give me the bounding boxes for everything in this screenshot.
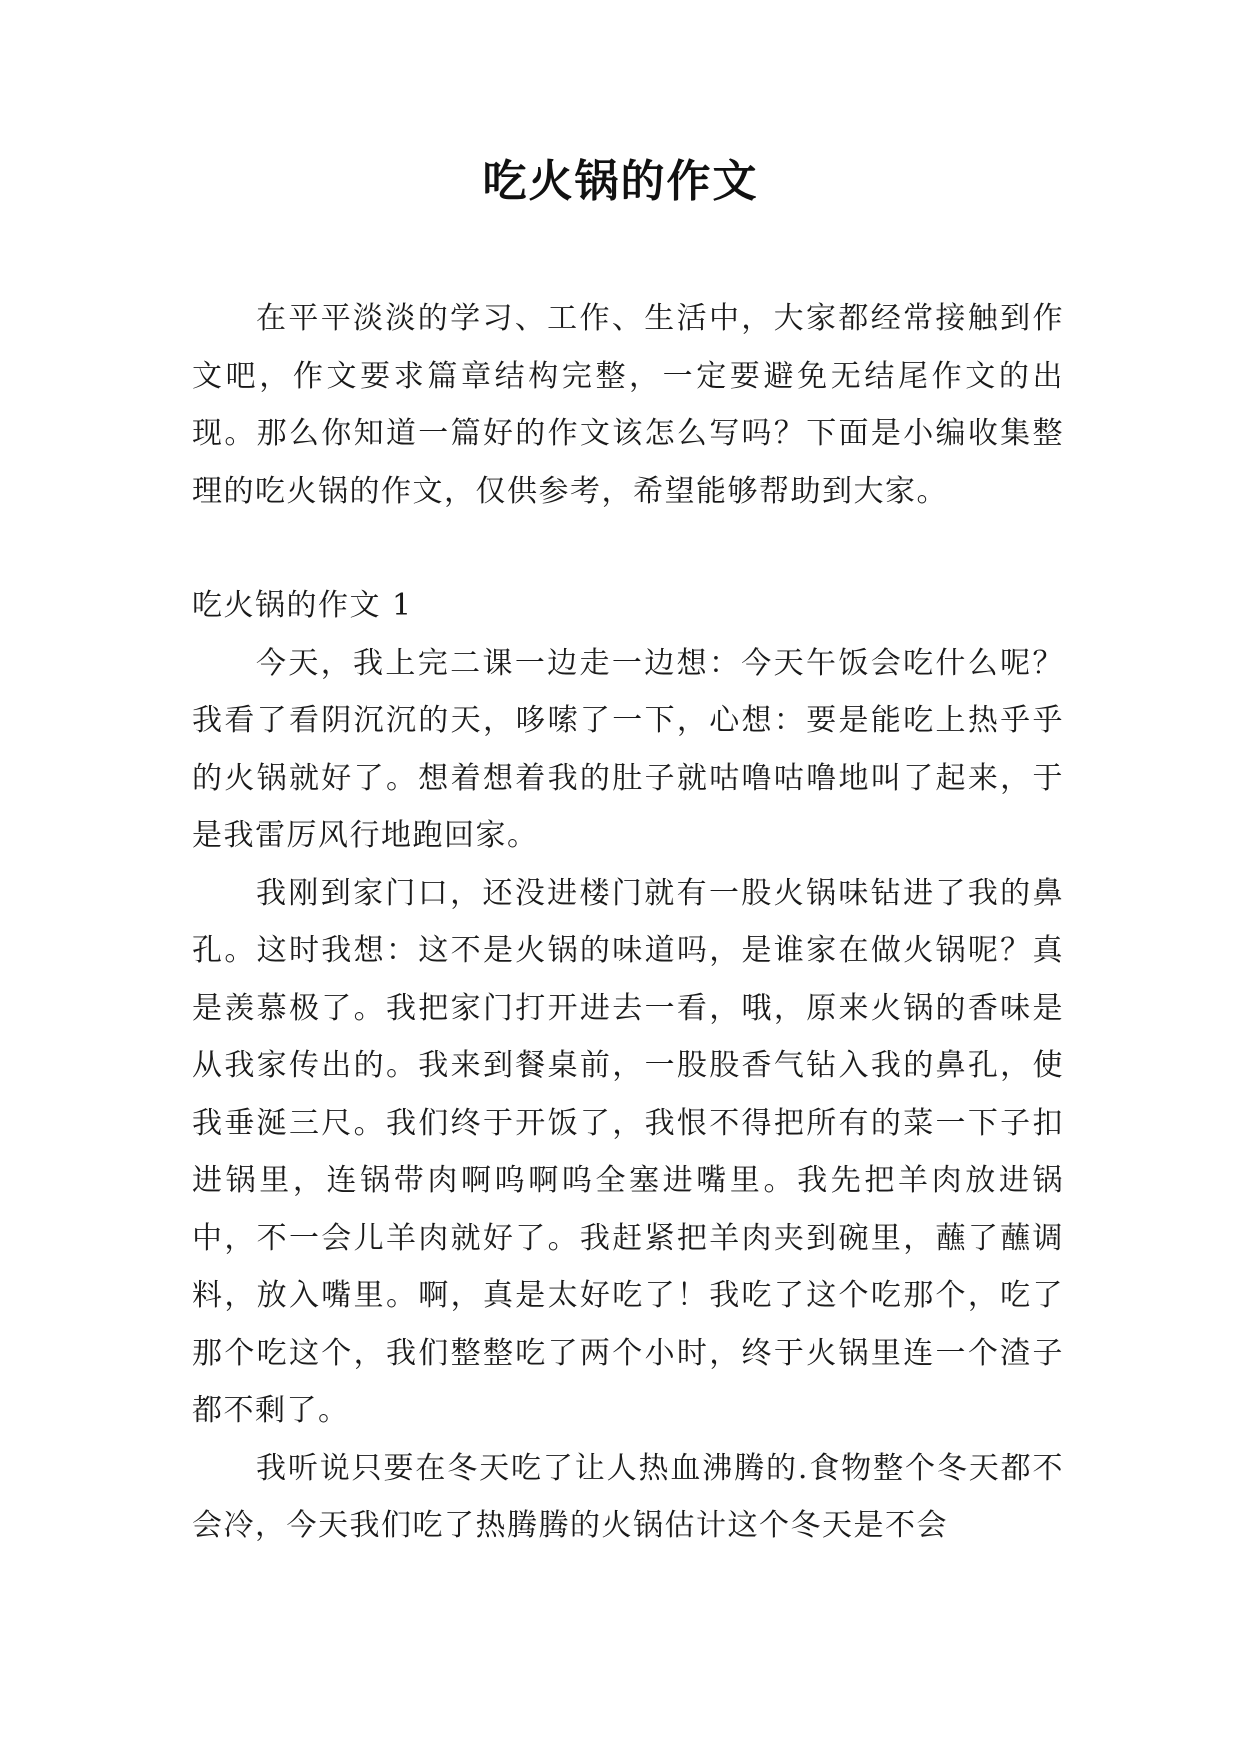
body-paragraph-3: 我听说只要在冬天吃了让人热血沸腾的.食物整个冬天都不会冷，今天我们吃了热腾腾的火锅估计这个冬天是不会 <box>192 1450 1064 1543</box>
document-title: 吃火锅的作文 <box>482 156 759 207</box>
body-paragraph-2: 我刚到家门口，还没进楼门就有一股火锅味钻进了我的鼻孔。这时我想：这不是火锅的味道吗，是谁家在做火锅呢？真是羡慕极了。我把家门打开进去一看，哦，原来火锅的香味是从我家传出的。我来到餐桌前，一股股香气钻入我的鼻孔，使我垂涎三尺。我们终于开饭了，我恨不得把所有的菜一下子扣进锅里，连锅带肉啊呜啊呜全塞进嘴里。我先把羊肉放进锅中，不一会儿羊肉就好了。我赶紧把羊肉夹到碗里，蘸了蘸调料，放入嘴里。啊，真是太好吃了！我吃了这个吃那个，吃了那个吃这个，我们整整吃了两个小时，终于火锅里连一个渣子都不剩了。 <box>192 875 1064 1428</box>
document-body <box>192 290 1064 1555</box>
intro-paragraph: 在平平淡淡的学习、工作、生活中，大家都经常接触到作文吧，作文要求篇章结构完整，一定要避免无结尾作文的出现。那么你知道一篇好的作文该怎么写吗？下面是小编收集整理的吃火锅的作文，仅供参考，希望能够帮助到大家。 <box>192 301 1064 509</box>
section-heading: 吃火锅的作文 1 <box>192 588 413 623</box>
body-paragraph-1: 今天，我上完二课一边走一边想：今天午饭会吃什么呢？我看了看阴沉沉的天，哆嗦了一下，心想：要是能吃上热乎乎的火锅就好了。想着想着我的肚子就咕噜咕噜地叫了起来，于是我雷厉风行地跑回家。 <box>192 645 1064 853</box>
